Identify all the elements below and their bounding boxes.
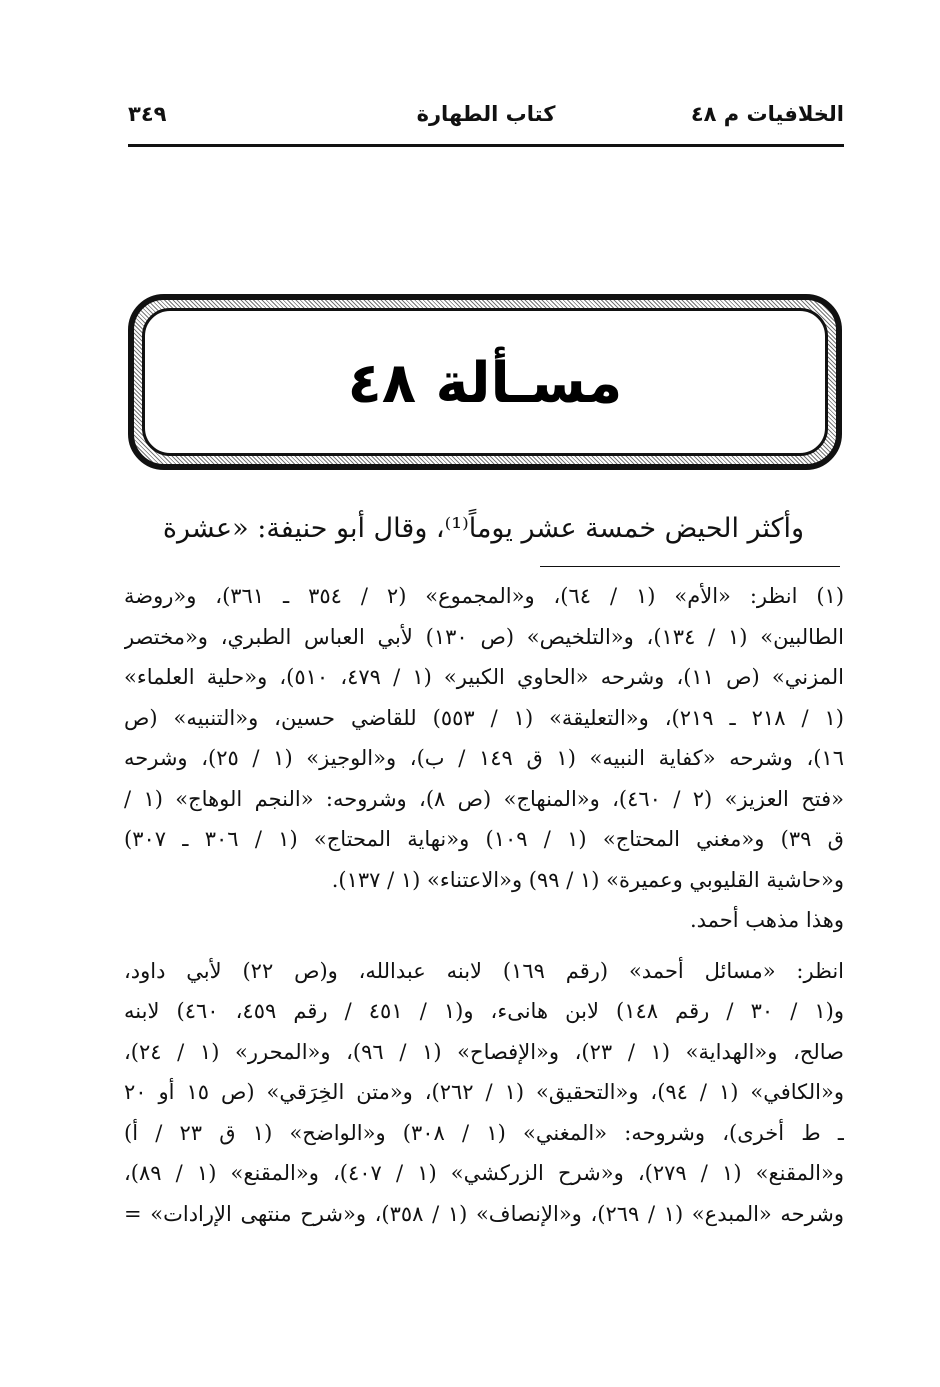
footnote-line: الطالبين» (١ / ١٣٤)، و«التلخيص» (ص ١٣٠) لأبي العباس الطبري، و«مختصر bbox=[124, 624, 844, 649]
footnote-line: (١) انظر: «الأم» (١ / ٦٤)، و«المجموع» (٢ / ٣٥٤ ـ ٣٦١)، و«روضة bbox=[124, 584, 844, 608]
title-frame-inner bbox=[142, 308, 828, 456]
footnote-line: وشرحه «المبدع» (١ / ٢٦٩)، و«الإنصاف» (١ / ٣٥٨)، و«شرح منتهى الإرادات» = bbox=[124, 1201, 844, 1226]
running-header bbox=[128, 98, 844, 138]
footnote-line: ـ ط أخرى)، وشروحه: «المغني» (١ / ٣٠٨) و«الواضح» (١ ق ٢٣ / أ) bbox=[124, 1120, 844, 1145]
main-text-line: وأكثر الحيض خمسة عشر يوماً⁽¹⁾، وقال أبو حنيفة: «عشرة bbox=[162, 513, 804, 544]
footnote-line: و«المقنع» (١ / ٢٧٩)، و«شرح الزركشي» (١ / ٤٠٧)، و«المقنع» (١ / ٨٩)، bbox=[124, 1161, 844, 1185]
footnote-line: و«الكافي» (١ / ٩٤)، و«التحقيق» (١ / ٢٦٢)، و«متن الخِرَقي» (ص ١٥ أو ٢٠ bbox=[124, 1080, 844, 1104]
footnote-line: و«حاشية القليوبي وعميرة» (١ / ٩٩) و«الاعتناء» (١ / ١٣٧). bbox=[331, 867, 844, 892]
footnote-separator bbox=[540, 566, 840, 567]
footnote-line: ١٦)، وشرحه «كفاية النبيه» (١ ق ١٤٩ / ب)، و«الوجيز» (١ / ٢٥)، وشرحه bbox=[124, 746, 844, 770]
footnotes bbox=[124, 576, 844, 1234]
footnote-line: انظر: «مسائل أحمد» (رقم ١٦٩) لابنه عبدالله، و(ص ٢٢) لأبي داود، bbox=[124, 958, 844, 983]
footnote-line: صالح، و«الهداية» (١ / ٢٣)، و«الإفصاح» (١ / ٩٦)، و«المحرر» (١ / ٢٤)، bbox=[124, 1039, 844, 1064]
header-rule bbox=[128, 144, 844, 147]
footnote-line: وهذا مذهب أحمد. bbox=[689, 908, 844, 932]
section-title: مسـألة ٤٨ bbox=[347, 351, 623, 416]
footnote-line: (١ / ٢١٨ ـ ٢١٩)، و«التعليقة» (١ / ٥٥٣) للقاضي حسين، و«التنبيه» (ص bbox=[124, 705, 844, 730]
page-number: ٣٤٩ bbox=[128, 102, 167, 126]
footnote-line: المزني» (ص ١١)، وشرحه «الحاوي الكبير» (١ / ٤٧٩، ٥١٠)، و«حلية العلماء» bbox=[124, 665, 844, 689]
header-book-title: كتاب الطهارة bbox=[416, 102, 556, 126]
spacer bbox=[124, 941, 844, 951]
header-chapter-ref: الخلافيات م ٤٨ bbox=[690, 102, 844, 126]
footnote-line: ق ٣٩) و«مغني المحتاج» (١ / ١٠٩) و«نهاية المحتاج» (١ / ٣٠٦ ـ ٣٠٧) bbox=[124, 827, 844, 851]
title-frame bbox=[128, 294, 842, 470]
footnote-line: «فتح العزيز» (٢ / ٤٦٠)، و«المنهاج» (ص ٨)، وشروحه: «النجم الوهاج» (١ / bbox=[124, 786, 844, 811]
footnote-line: و(١ / ٣٠ / رقم ١٤٨) لابن هانىء، و(١ / ٤٥١ / رقم ٤٥٩، ٤٦٠) لابنه bbox=[124, 999, 844, 1023]
